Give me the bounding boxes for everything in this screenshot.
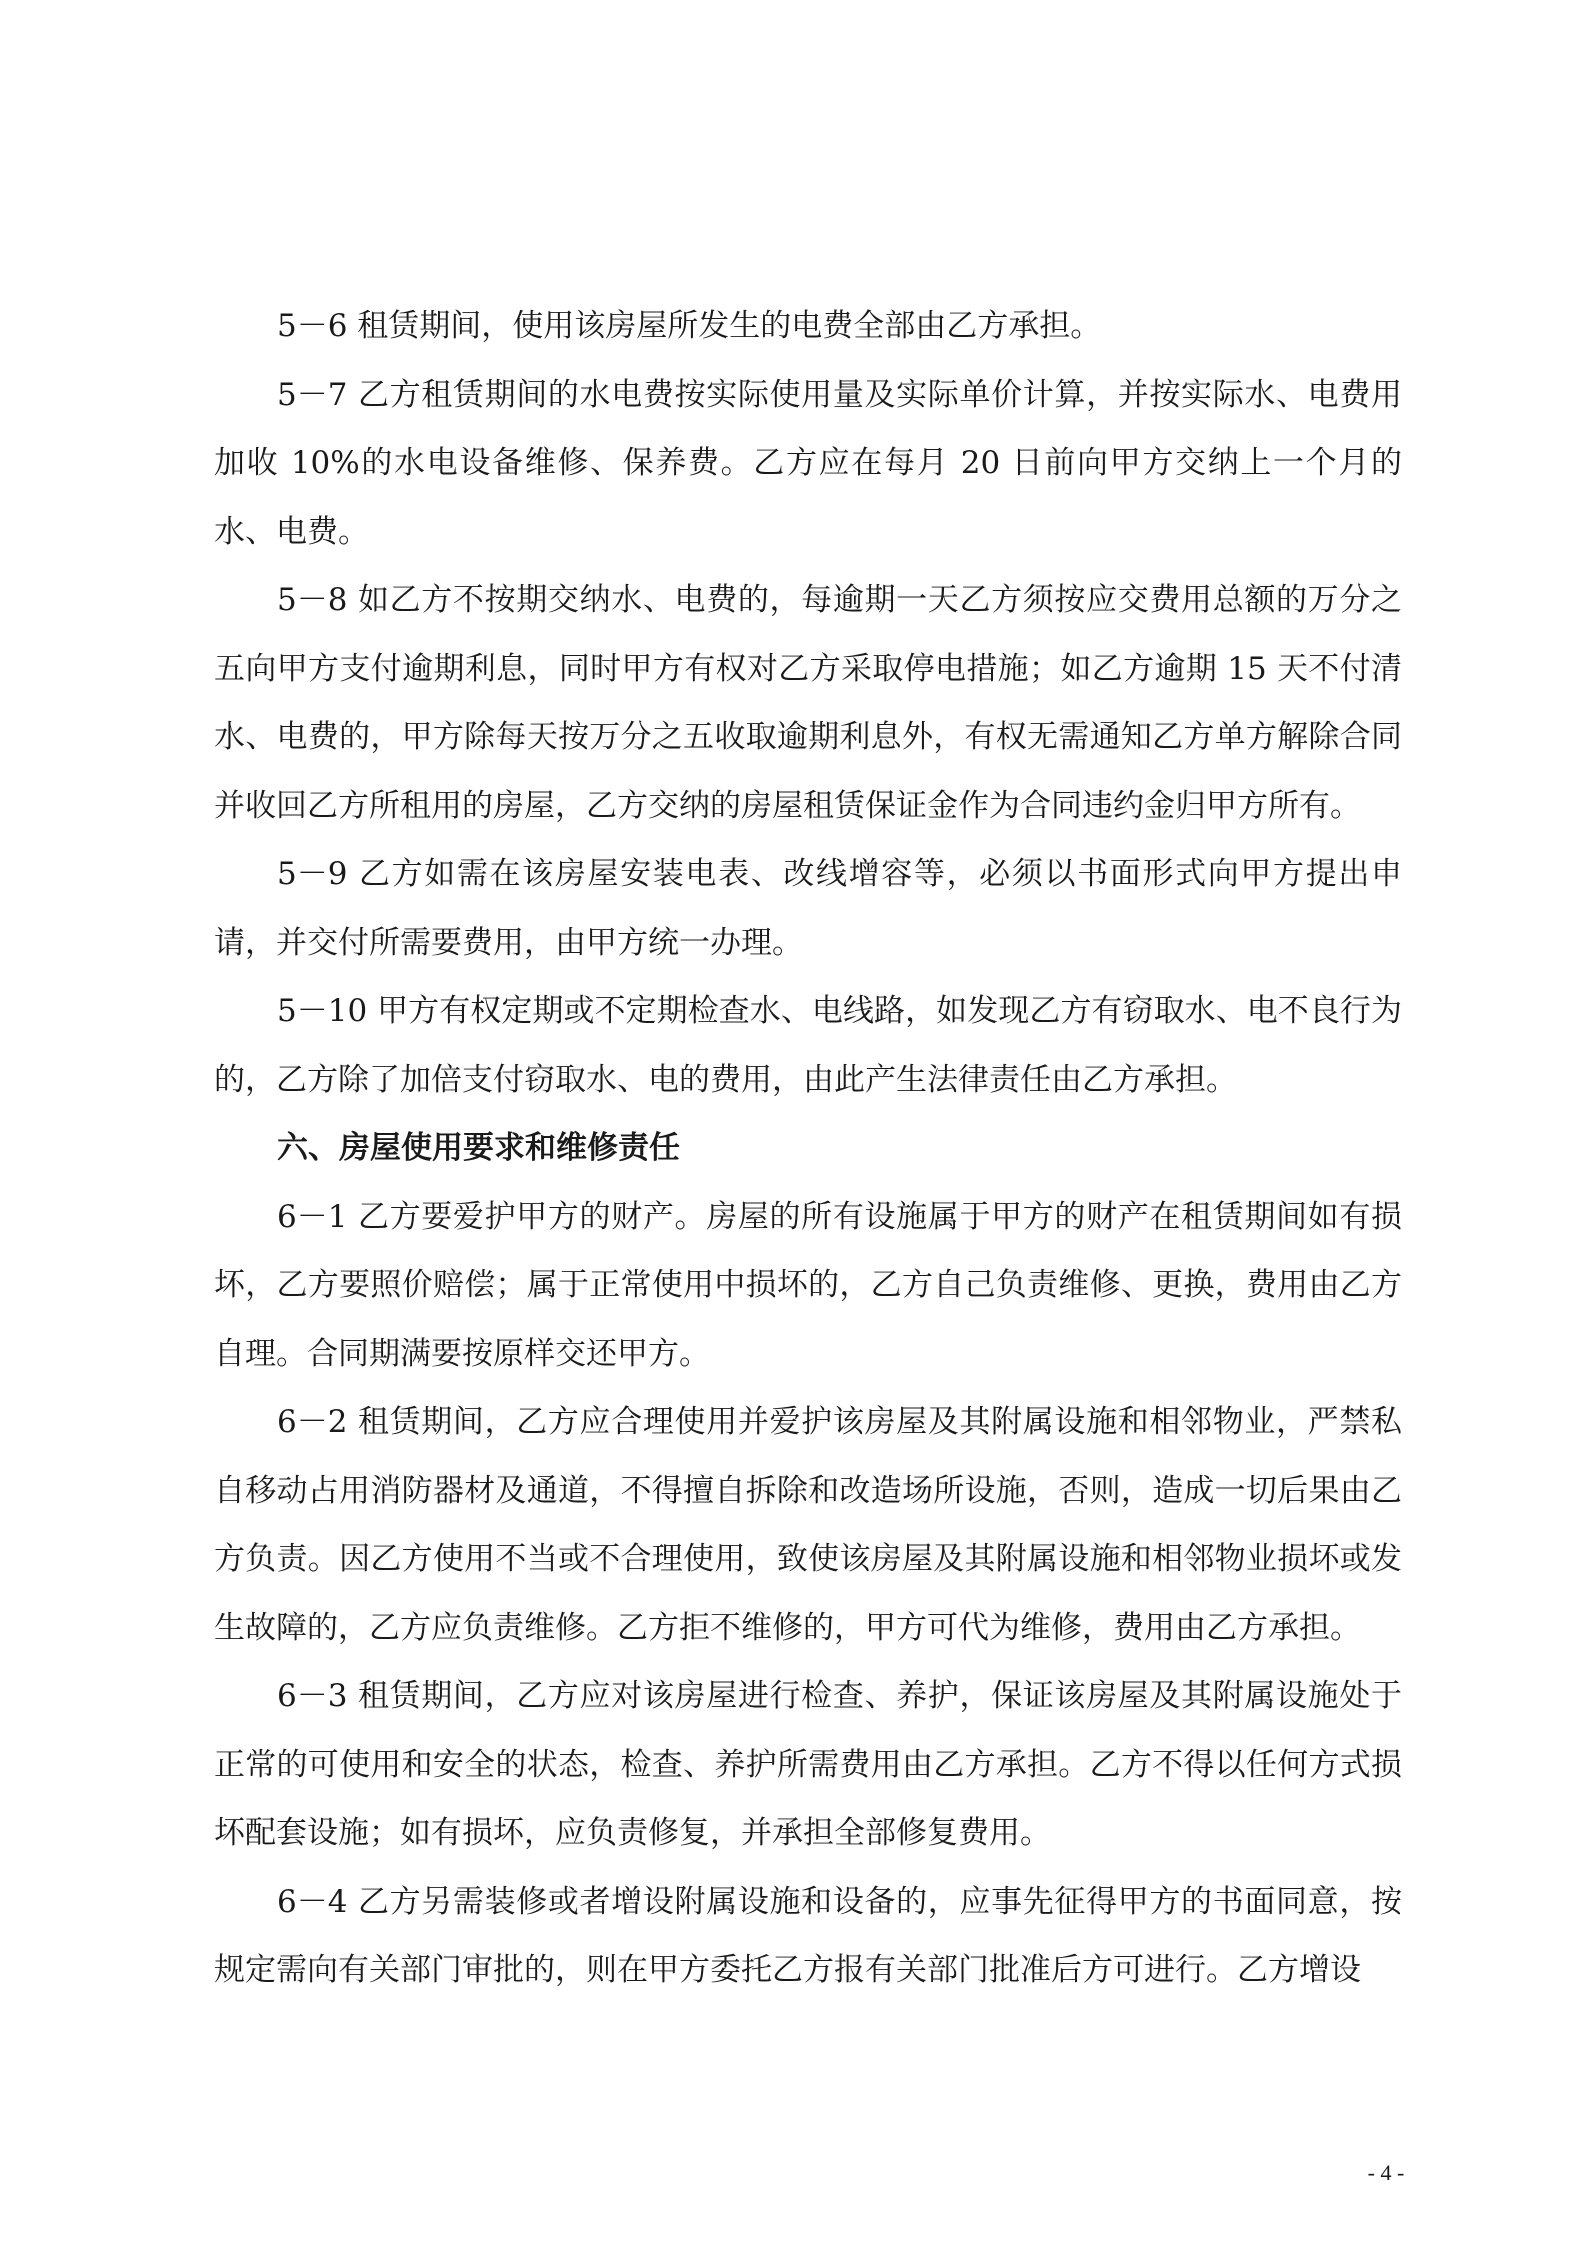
section-heading: 六、房屋使用要求和维修责任 [277, 1130, 680, 1166]
clause-5-9: 5－9 乙方如需在该房屋安装电表、改线增容等，必须以书面形式向甲方提出申请，并交付所需要费用，由甲方统一办理。 [214, 856, 1402, 961]
clause-5-10: 5－10 甲方有权定期或不定期检查水、电线路，如发现乙方有窃取水、电不良行为的，乙方除了加倍支付窃取水、电的费用，由此产生法律责任由乙方承担。 [214, 993, 1402, 1098]
clause-6-1: 6－1 乙方要爱护甲方的财产。房屋的所有设施属于甲方的财产在租赁期间如有损坏，乙方要照价赔偿；属于正常使用中损坏的，乙方自己负责维修、更换，费用由乙方自理。合同期满要按原样交还甲方。 [214, 1198, 1402, 1372]
clause-5-7: 5－7 乙方租赁期间的水电费按实际使用量及实际单价计算，并按实际水、电费用加收 10%的水电设备维修、保养费。乙方应在每月 20 日前向甲方交纳上一个月的水、电费。 [214, 376, 1402, 550]
clause-6-3: 6－3 租赁期间，乙方应对该房屋进行检查、养护，保证该房屋及其附属设施处于正常的可使用和安全的状态，检查、养护所需费用由乙方承担。乙方不得以任何方式损坏配套设施；如有损坏，应负责修复，并承担全部修复费用。 [214, 1678, 1402, 1851]
page-number: - 4 - [1367, 2160, 1405, 2185]
clause-6-2: 6－2 租赁期间，乙方应合理使用并爱护该房屋及其附属设施和相邻物业，严禁私自移动占用消防器材及通道，不得擅自拆除和改造场所设施，否则，造成一切后果由乙方负责。因乙方使用不当或不合理使用，致使该房屋及其附属设施和相邻物业损坏或发生故障的，乙方应负责维修。乙方拒不维修的，甲方可代为维修，费用由乙方承担。 [214, 1404, 1402, 1646]
clause-6-4: 6－4 乙方另需装修或者增设附属设施和设备的，应事先征得甲方的书面同意，按规定需向有关部门审批的，则在甲方委托乙方报有关部门批准后方可进行。乙方增设 [214, 1883, 1402, 1988]
clause-5-6: 5－6 租赁期间，使用该房屋所发生的电费全部由乙方承担。 [277, 308, 1102, 344]
document-body [214, 292, 1402, 2005]
clause-5-8: 5－8 如乙方不按期交纳水、电费的，每逾期一天乙方须按应交费用总额的万分之五向甲方支付逾期利息，同时甲方有权对乙方采取停电措施；如乙方逾期 15 天不付清水、电费的，甲方除每天按万分之五收取逾期利息外，有权无需通知乙方单方解除合同并收回乙方所租用的房屋，乙方交纳的房屋租赁保证金作为合同违约金归甲方所有。 [214, 582, 1402, 824]
